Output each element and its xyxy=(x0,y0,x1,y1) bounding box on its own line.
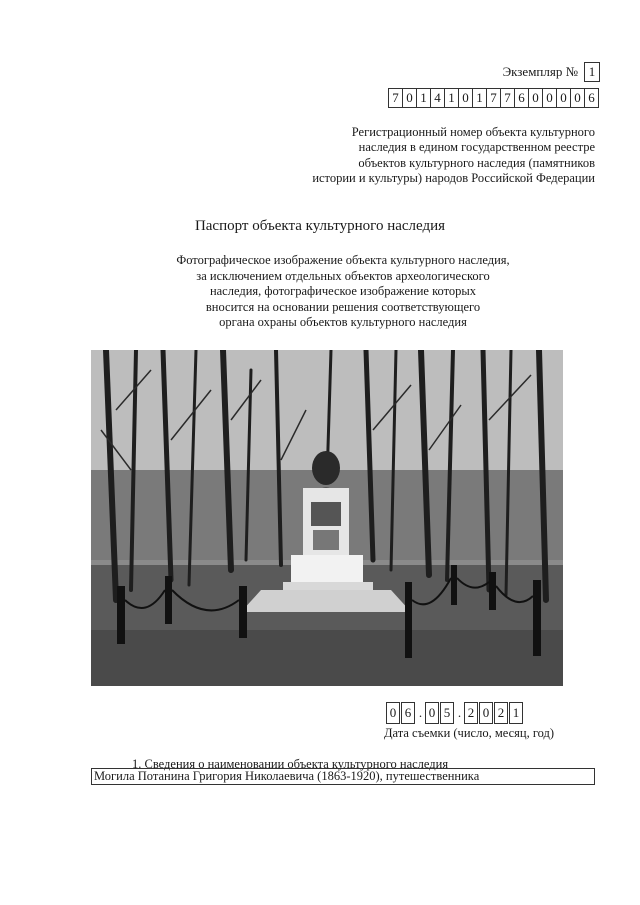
date-day-digit: 6 xyxy=(401,702,415,724)
date-label: Дата съемки (число, месяц, год) xyxy=(384,726,555,740)
registration-number xyxy=(389,88,599,108)
monument-photo xyxy=(91,350,563,686)
date-month-digit: 5 xyxy=(440,702,454,724)
object-name-field: Могила Потанина Григория Николаевича (1863-1920), путешественника xyxy=(91,768,595,785)
reg-digit: 6 xyxy=(584,88,599,108)
reg-digit: 7 xyxy=(388,88,403,108)
reg-digit: 0 xyxy=(556,88,571,108)
photo-date xyxy=(386,702,524,724)
reg-digit: 6 xyxy=(514,88,529,108)
section-1-title: 1. Сведения о наименовании объекта культурного наследия xyxy=(132,757,449,771)
registration-caption xyxy=(275,125,595,186)
date-year-digit: 2 xyxy=(494,702,508,724)
description-line: наследия, фотографическое изображение которых xyxy=(209,284,477,298)
reg-caption-line: наследия в едином государственном реестре xyxy=(358,140,595,155)
date-year-digit: 0 xyxy=(479,702,493,724)
copy-number-row xyxy=(503,62,600,82)
date-year-digit: 1 xyxy=(509,702,523,724)
page-title: Паспорт объекта культурного наследия xyxy=(194,218,446,234)
reg-digit: 0 xyxy=(402,88,417,108)
reg-digit: 0 xyxy=(528,88,543,108)
date-month-digit: 0 xyxy=(425,702,439,724)
reg-digit: 1 xyxy=(444,88,459,108)
reg-digit: 0 xyxy=(542,88,557,108)
reg-caption-line: истории и культуры) народов Российской Федерации xyxy=(312,170,595,185)
reg-caption-line: объектов культурного наследия (памятников xyxy=(358,155,595,170)
description-line: за исключением отдельных объектов археологического xyxy=(196,268,490,283)
description-line: органа охраны объектов культурного наследия xyxy=(219,315,467,329)
reg-digit: 0 xyxy=(458,88,473,108)
copy-number-box: 1 xyxy=(584,62,600,82)
reg-caption-line: Регистрационный номер объекта культурного xyxy=(351,125,595,139)
reg-digit: 7 xyxy=(500,88,515,108)
description-line: Фотографическое изображение объекта культурного наследия, xyxy=(176,253,510,267)
date-year-digit: 2 xyxy=(464,702,478,724)
reg-digit: 7 xyxy=(486,88,501,108)
reg-digit: 1 xyxy=(472,88,487,108)
copy-label: Экземпляр № xyxy=(502,64,578,79)
reg-digit: 0 xyxy=(570,88,585,108)
photo-description xyxy=(0,253,640,331)
reg-digit: 4 xyxy=(430,88,445,108)
date-separator: . xyxy=(457,705,462,720)
date-day-digit: 0 xyxy=(386,702,400,724)
reg-digit: 1 xyxy=(416,88,431,108)
date-separator: . xyxy=(418,705,423,720)
description-line: вносится на основании решения соответствующего xyxy=(205,299,481,314)
